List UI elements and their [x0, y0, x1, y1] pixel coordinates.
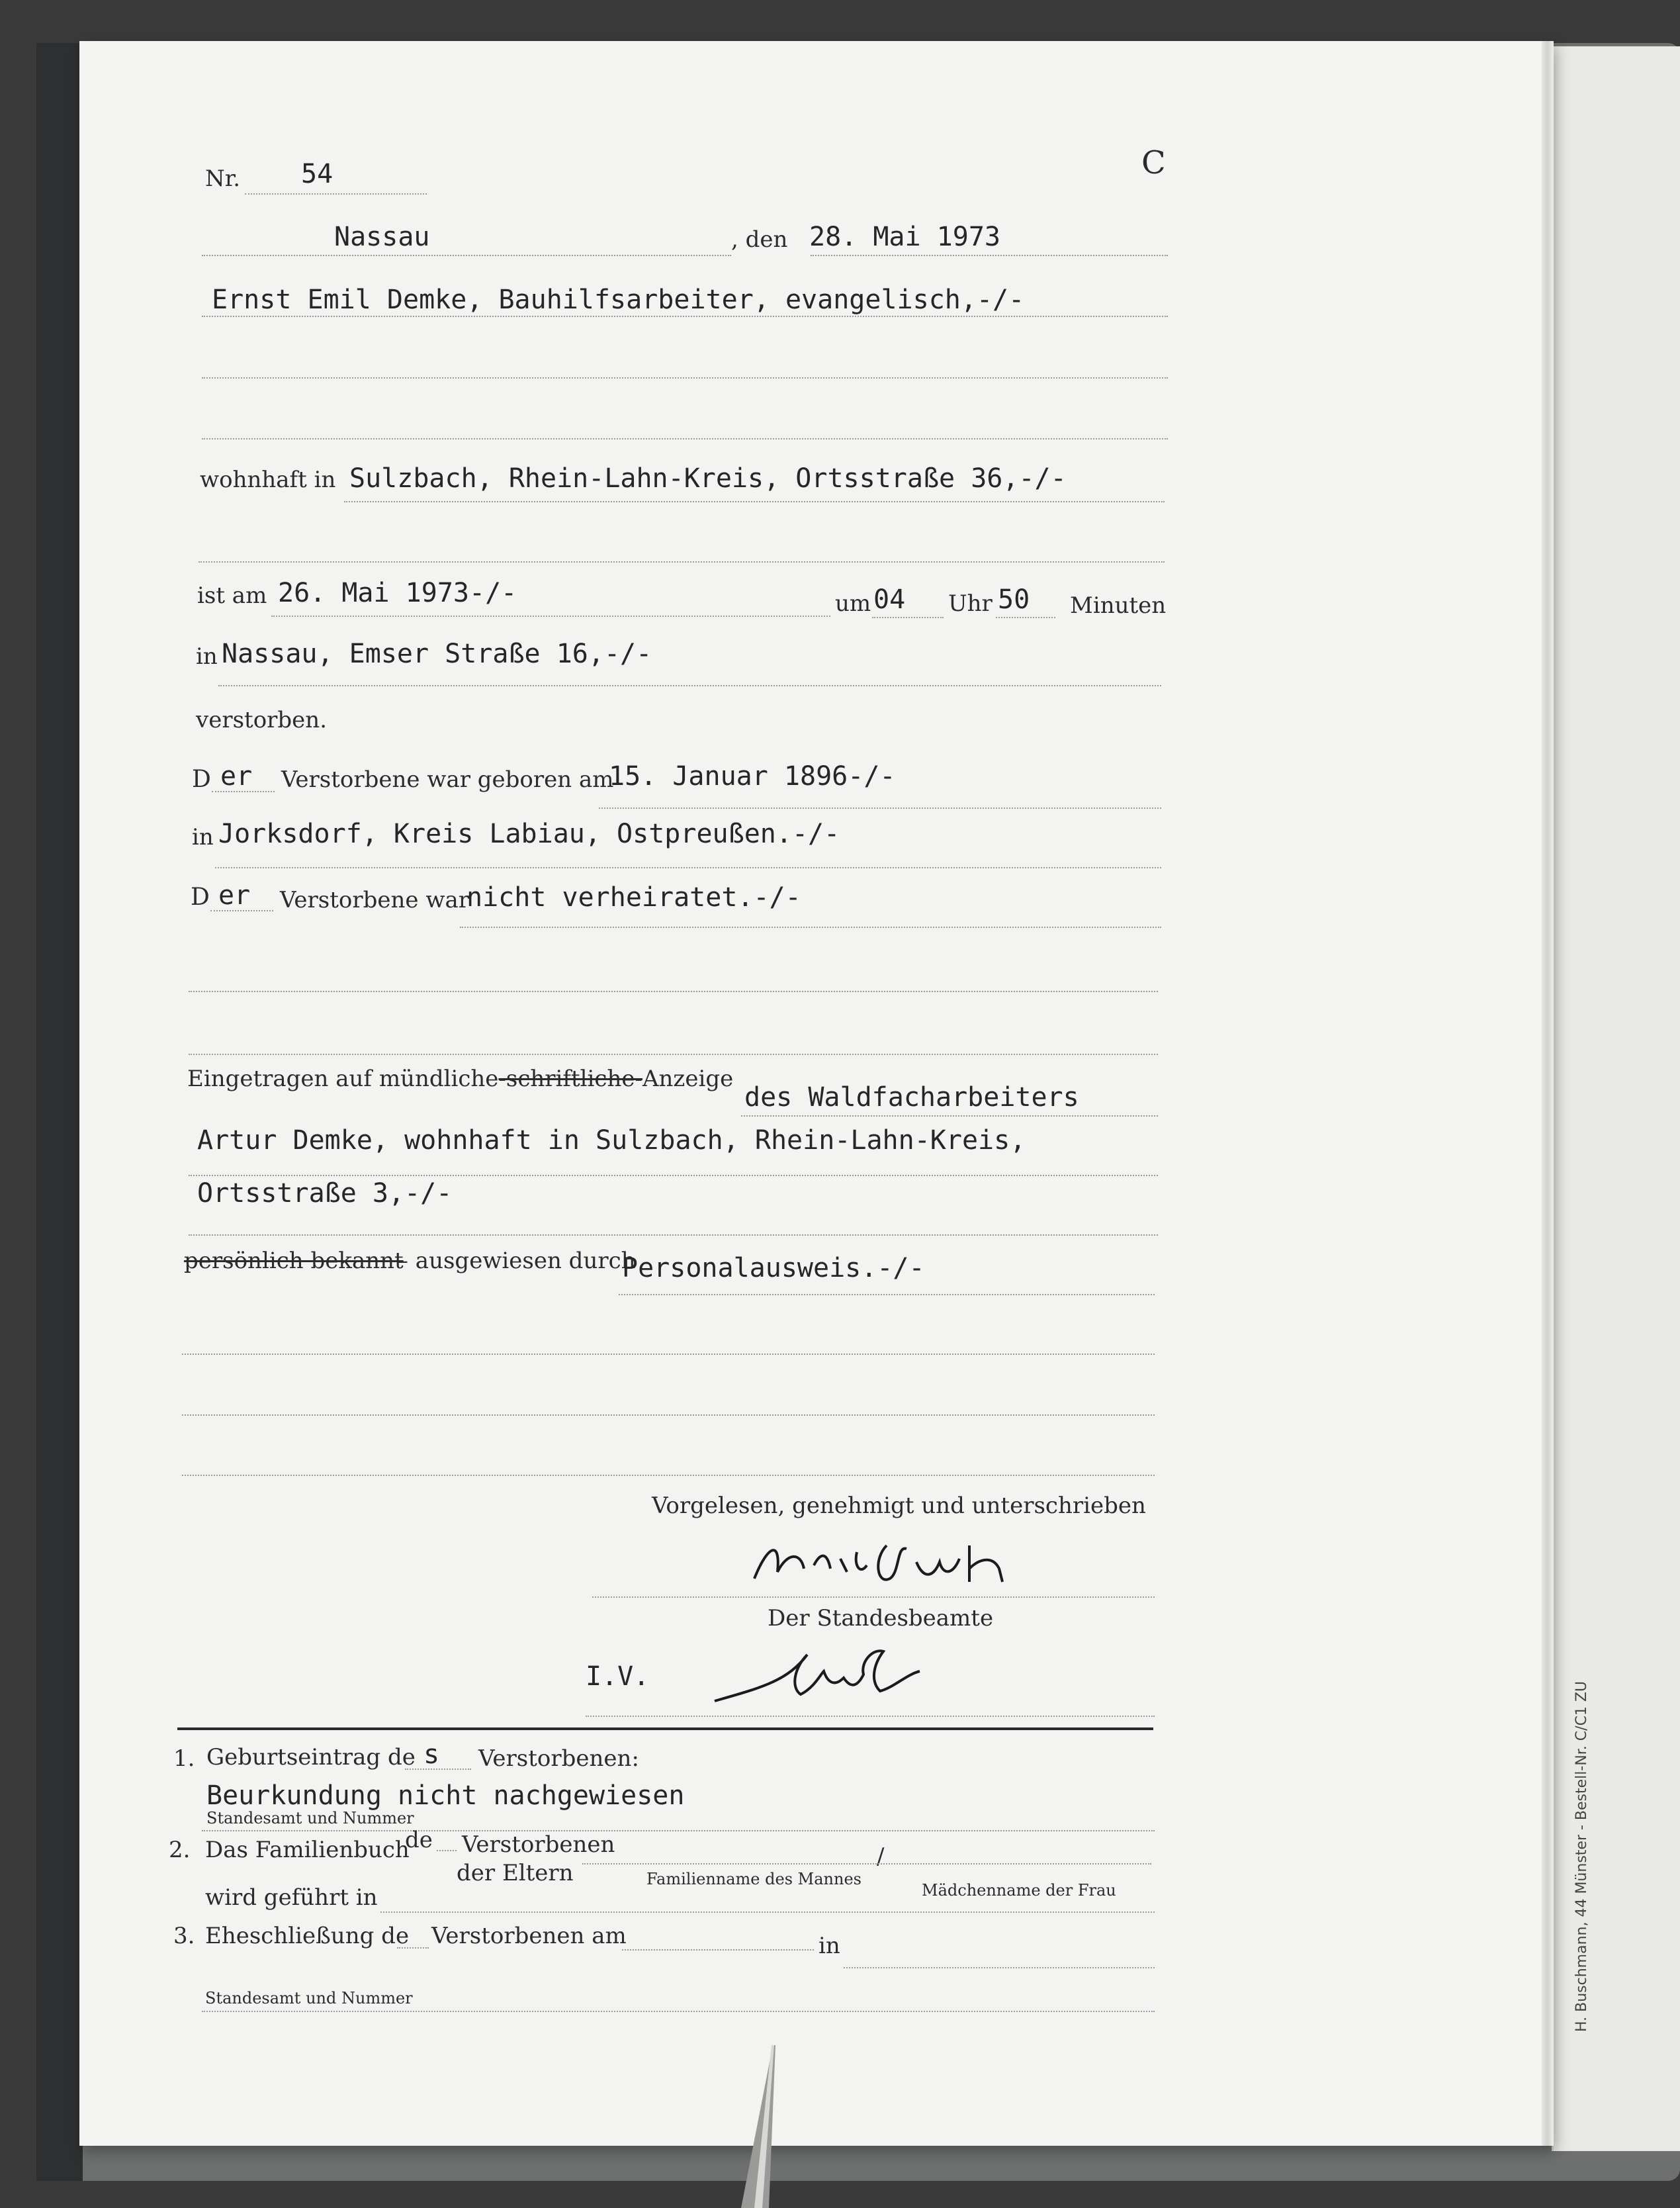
nr-value: 54 — [301, 159, 333, 189]
note-1-line — [202, 1830, 1155, 1831]
identity-label: – ausgewiesen durch — [397, 1248, 636, 1274]
note-2-eltern: der Eltern — [457, 1860, 574, 1886]
note-2-de-line — [437, 1850, 457, 1851]
marital-status: nicht verheiratet.-/- — [466, 882, 801, 913]
note-3-line — [202, 2011, 1155, 2012]
report-label-end: Anzeige — [642, 1066, 734, 1092]
residence-label: wohnhaft in — [200, 467, 336, 493]
marital-article-line — [210, 910, 273, 911]
note-2-kept-line — [380, 1911, 1155, 1913]
note-3-date-line — [622, 1949, 814, 1951]
marital-prefix: D — [191, 884, 210, 911]
note-2-names-line — [582, 1863, 1151, 1864]
pen-object — [728, 2039, 794, 2208]
registrar-signature — [708, 1641, 933, 1708]
blank-line-1 — [189, 991, 1158, 992]
blank-line-3 — [182, 1354, 1155, 1355]
deceased-name: Ernst Emil Demke, Bauhilfsarbeiter, evangelisch,-/- — [212, 285, 1025, 315]
nr-line — [245, 193, 427, 195]
blank-line-5 — [182, 1475, 1155, 1476]
note-1-tail: Verstorbenen: — [478, 1745, 639, 1772]
book-spine — [36, 43, 83, 2181]
verstorben-label: verstorben. — [196, 707, 328, 733]
hour-line — [872, 617, 944, 618]
note-1-sub: Standesamt und Nummer — [206, 1809, 414, 1827]
identity-doc: Personalausweis.-/- — [622, 1253, 925, 1283]
report-underline-3 — [189, 1234, 1158, 1236]
minuten-label: Minuten — [1070, 592, 1167, 619]
place-value: Nassau — [334, 222, 430, 252]
corner-mark: C — [1141, 144, 1166, 181]
iv-label: I.V. — [586, 1661, 650, 1692]
death-date-line — [271, 616, 830, 617]
note-1-value: Beurkundung nicht nachgewiesen — [206, 1780, 685, 1811]
death-place-label: in — [196, 643, 218, 670]
marital-text: Verstorbene war — [280, 887, 469, 913]
born-article: er — [220, 761, 253, 792]
report-underline-1 — [741, 1115, 1158, 1117]
name-line-1 — [202, 316, 1168, 317]
blank-line-4 — [182, 1414, 1155, 1416]
born-prefix: D — [192, 766, 211, 793]
name-line-3 — [202, 438, 1168, 439]
printer-imprint: H. Buschmann, 44 Münster - Bestell-Nr. C/C1 ZU — [1573, 1680, 1590, 2032]
declarant-signature-line — [592, 1596, 1155, 1598]
blank-line-2 — [189, 1054, 1158, 1055]
report-underline-2 — [189, 1175, 1158, 1176]
report-line-1: des Waldfacharbeiters — [744, 1082, 1079, 1113]
uhr-label: Uhr — [948, 590, 993, 617]
note-1-article: s — [423, 1739, 440, 1770]
death-date: 26. Mai 1973-/- — [278, 578, 517, 608]
report-line-2: Artur Demke, wohnhaft in Sulzbach, Rhein-Lahn-Kreis, — [197, 1125, 1026, 1156]
marital-article: er — [218, 880, 251, 911]
declarant-signature — [741, 1532, 1045, 1592]
place-line — [202, 255, 731, 256]
note-3-tail: Verstorbenen am — [431, 1923, 627, 1949]
hour-value: 04 — [873, 584, 906, 615]
note-3-in: in — [818, 1933, 840, 1959]
death-place: Nassau, Emser Straße 16,-/- — [222, 639, 652, 669]
registrar-signature-line — [586, 1716, 1155, 1717]
date-line — [811, 255, 1168, 256]
birth-place: Jorksdorf, Kreis Labiau, Ostpreußen.-/- — [218, 819, 840, 849]
birth-place-label: in — [192, 824, 214, 851]
note-3-text: Eheschließung de — [205, 1923, 410, 1949]
time-um: um — [835, 590, 871, 617]
note-2-husband-label: Familienname des Mannes — [646, 1870, 862, 1888]
minutes-line — [996, 617, 1055, 618]
approved-text: Vorgelesen, genehmigt und unterschrieben — [652, 1493, 1146, 1519]
report-label — [187, 1066, 733, 1092]
minutes-value: 50 — [998, 584, 1030, 615]
report-label-start: Eingetragen auf mündliche — [187, 1066, 499, 1092]
note-3-sub: Standesamt und Nummer — [205, 1989, 413, 2007]
date-value: 28. Mai 1973 — [809, 222, 1000, 252]
note-2-text: Das Familienbuch — [205, 1837, 410, 1863]
note-3-number: 3. — [173, 1923, 195, 1949]
page-edge — [1542, 41, 1554, 2146]
section-rule — [177, 1727, 1153, 1730]
note-2-verstorbene: Verstorbenen — [462, 1831, 615, 1858]
born-article-line — [212, 791, 275, 792]
death-place-line — [218, 685, 1161, 686]
report-line-3: Ortsstraße 3,-/- — [197, 1178, 453, 1209]
born-text: Verstorbene war geboren am — [281, 766, 614, 793]
birth-date: 15. Januar 1896-/- — [609, 761, 896, 792]
death-label: ist am — [197, 582, 267, 609]
residence-line-2 — [199, 561, 1165, 563]
name-line-2 — [202, 377, 1168, 379]
note-2-number: 2. — [169, 1837, 191, 1863]
residence-line — [344, 501, 1165, 502]
birth-place-line — [215, 867, 1161, 868]
nr-label: Nr. — [205, 165, 241, 192]
birth-date-line — [599, 807, 1161, 809]
facing-page — [1552, 46, 1680, 2151]
note-3-place-line — [844, 1967, 1155, 1968]
note-3-article-line — [397, 1947, 429, 1949]
note-2-wife-label: Mädchenname der Frau — [922, 1881, 1116, 1900]
note-1-article-line — [405, 1769, 471, 1770]
note-1-text: Geburtseintrag de — [206, 1744, 416, 1771]
note-2-kept: wird geführt in — [205, 1884, 378, 1911]
marital-line — [460, 927, 1161, 928]
note-2-de: de — [405, 1827, 433, 1853]
report-label-struck: -schriftliche- — [498, 1066, 642, 1092]
registrar-label: Der Standesbeamte — [768, 1605, 994, 1632]
note-1-number: 1. — [173, 1745, 195, 1772]
residence-value: Sulzbach, Rhein-Lahn-Kreis, Ortsstraße 36,-/- — [349, 463, 1067, 494]
note-2-slash: / — [877, 1843, 885, 1870]
date-prefix: , den — [731, 226, 788, 253]
identity-struck: persönlich bekannt — [184, 1248, 404, 1274]
identity-line — [619, 1294, 1155, 1295]
